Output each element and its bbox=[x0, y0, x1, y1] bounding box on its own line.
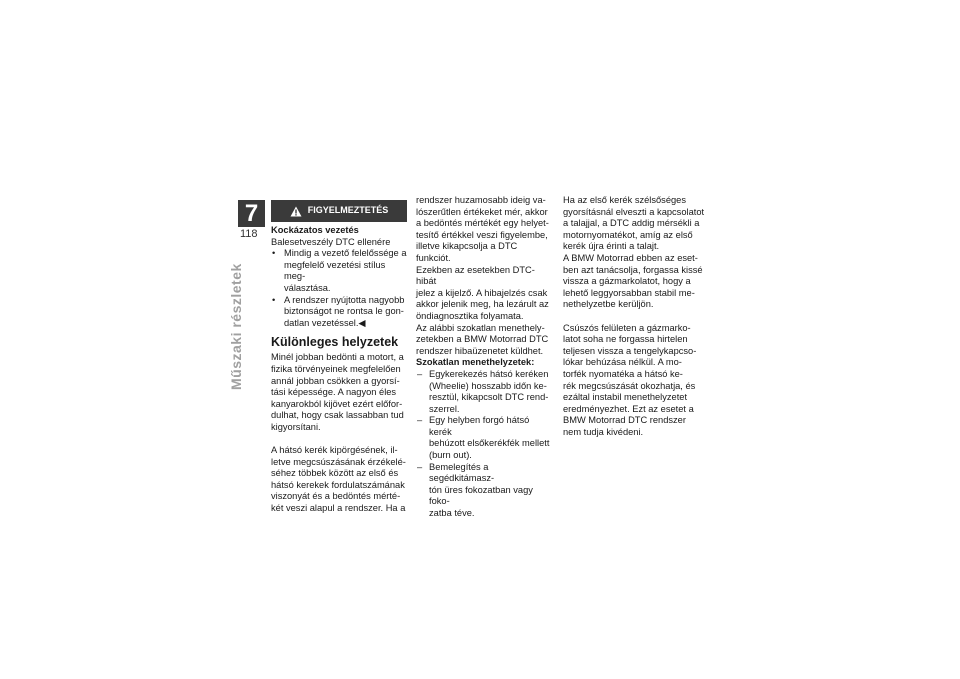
line: rék megcsúszását okozhatja, és bbox=[563, 380, 696, 391]
line: Egy helyben forgó hátsó kerék bbox=[429, 415, 530, 437]
dash-icon: – bbox=[417, 415, 423, 426]
line: A BMW Motorrad ebben az eset- bbox=[563, 252, 698, 263]
line: eredményezhet. Ezt az esetet a bbox=[563, 403, 694, 414]
line: Ha az első kerék szélsőséges bbox=[563, 195, 686, 205]
line: hátsó kerekek fordulatszámának bbox=[271, 479, 405, 490]
line: behúzott elsőkerékfék mellett bbox=[429, 438, 550, 449]
column-2 bbox=[416, 195, 550, 520]
chapter-title: Műszaki részletek bbox=[228, 263, 244, 390]
line: kerék újra érinti a talajt. bbox=[563, 241, 660, 252]
line: jelez a kijelző. A hibajelzés csak bbox=[416, 287, 548, 298]
paragraph bbox=[271, 352, 407, 433]
line: szerrel. bbox=[429, 403, 460, 414]
warning-bar bbox=[271, 200, 407, 222]
line: biztonságot ne rontsa le gon- bbox=[284, 306, 404, 317]
line: dulhat, hogy csak lassabban tud bbox=[271, 410, 404, 421]
bullet-icon: • bbox=[272, 294, 276, 305]
list-item bbox=[416, 369, 550, 415]
line: datlan vezetéssel.◀ bbox=[284, 317, 366, 328]
paragraph bbox=[563, 323, 711, 439]
line: választása. bbox=[284, 282, 331, 293]
line: zetekben a BMW Motorrad DTC bbox=[416, 334, 549, 345]
page-number: 118 bbox=[240, 228, 258, 240]
warning-list bbox=[271, 248, 407, 329]
line: Ezekben az esetekben DTC-hibát bbox=[416, 264, 535, 287]
warning-title: Kockázatos vezetés bbox=[271, 225, 359, 235]
list-item bbox=[271, 248, 407, 294]
line: lókar behúzása nélkül. A mo- bbox=[563, 357, 682, 368]
line: tesítő értékkel veszi figyelembe, bbox=[416, 229, 548, 240]
sub-heading: Szokatlan menethelyzetek: bbox=[416, 357, 535, 368]
line: (Wheelie) hosszabb időn ke- bbox=[429, 380, 547, 391]
line: a talajjal, a DTC addig mérsékli a bbox=[563, 218, 700, 229]
line: Az alábbi szokatlan menethely- bbox=[416, 322, 545, 333]
line: tón üres fokozatban vagy foko- bbox=[429, 484, 533, 507]
line: illetve kikapcsolja a DTC funkciót. bbox=[416, 241, 518, 263]
line: ben azt tanácsolja, forgassa kissé bbox=[563, 264, 703, 275]
line: vissza a gázmarkolatot, hogy a bbox=[563, 276, 691, 287]
line: Egykerekezés hátsó keréken bbox=[429, 368, 549, 379]
line: A rendszer nyújtotta nagyobb bbox=[284, 294, 405, 305]
warning-label: FIGYELMEZTETÉS bbox=[307, 205, 389, 216]
line: (burn out). bbox=[429, 450, 472, 461]
line: resztül, kikapcsolt DTC rend- bbox=[429, 392, 549, 403]
paragraph bbox=[563, 195, 711, 311]
dash-icon: – bbox=[417, 461, 423, 472]
line: teljesen vissza a tengelykapcso- bbox=[563, 345, 697, 356]
line: gyorsításnál elveszti a kapcsolatot bbox=[563, 206, 705, 217]
line: rendszer huzamosabb ideig va- bbox=[416, 195, 546, 205]
line: nem tudja kivédeni. bbox=[563, 426, 644, 437]
line: zatba téve. bbox=[429, 508, 475, 519]
line: séhez többek között az első és bbox=[271, 468, 399, 479]
column-3 bbox=[563, 195, 711, 438]
line: Minél jobban bedönti a motort, a bbox=[271, 352, 404, 363]
situations-list bbox=[416, 369, 550, 520]
line: a bedöntés mértékét egy helyet- bbox=[416, 218, 549, 229]
line: viszonyát és a bedöntés mérté- bbox=[271, 491, 401, 502]
line: ezáltal instabil menethelyzetet bbox=[563, 392, 688, 403]
line: öndiagnosztika folyamata. bbox=[416, 310, 524, 321]
line: Csúszós felületen a gázmarko- bbox=[563, 322, 691, 333]
line: megfelelő vezetési stílus meg- bbox=[284, 259, 386, 282]
list-item bbox=[416, 415, 550, 461]
section-heading: Különleges helyzetek bbox=[271, 335, 399, 350]
line: kanyarokból kijövet ezért előfor- bbox=[271, 398, 403, 409]
line: kigyorsítani. bbox=[271, 421, 321, 432]
line: Bemelegítés a segédkitámasz- bbox=[429, 461, 495, 484]
line: akkor jelenik meg, ha lezárult az bbox=[416, 299, 549, 310]
warning-subtitle: Balesetveszély DTC ellenére bbox=[271, 236, 391, 247]
line: tási képessége. A nagyon éles bbox=[271, 387, 397, 398]
line: letve megcsúszásának érzékelé- bbox=[271, 456, 406, 467]
line: fizika törvényeinek megfelelően bbox=[271, 363, 401, 374]
list-item bbox=[271, 295, 407, 330]
line: motornyomatékot, amíg az első bbox=[563, 229, 693, 240]
line: latot soha ne forgassa hirtelen bbox=[563, 334, 688, 345]
line: két veszi alapul a rendszer. Ha a bbox=[271, 503, 406, 514]
line: Mindig a vezető felelőssége a bbox=[284, 248, 407, 259]
line: nethelyzetbe kerüljön. bbox=[563, 299, 654, 310]
line: annál jobban csökken a gyorsí- bbox=[271, 375, 400, 386]
paragraph bbox=[416, 195, 550, 357]
line: lószerűtlen értékeket mér, akkor bbox=[416, 206, 548, 217]
warning-icon bbox=[290, 206, 302, 217]
paragraph bbox=[271, 445, 407, 515]
chapter-number: 7 bbox=[238, 200, 265, 227]
line: torfék nyomatéka a hátsó ke- bbox=[563, 368, 683, 379]
bullet-icon: • bbox=[272, 248, 276, 259]
column-1 bbox=[271, 200, 407, 515]
line: rendszer hibaüzenetet küldhet. bbox=[416, 345, 544, 356]
line: A hátsó kerék kipörgésének, il- bbox=[271, 445, 398, 456]
list-item bbox=[416, 462, 550, 520]
line: BMW Motorrad DTC rendszer bbox=[563, 415, 686, 426]
line: lehető leggyorsabban stabil me- bbox=[563, 287, 695, 298]
dash-icon: – bbox=[417, 368, 423, 379]
